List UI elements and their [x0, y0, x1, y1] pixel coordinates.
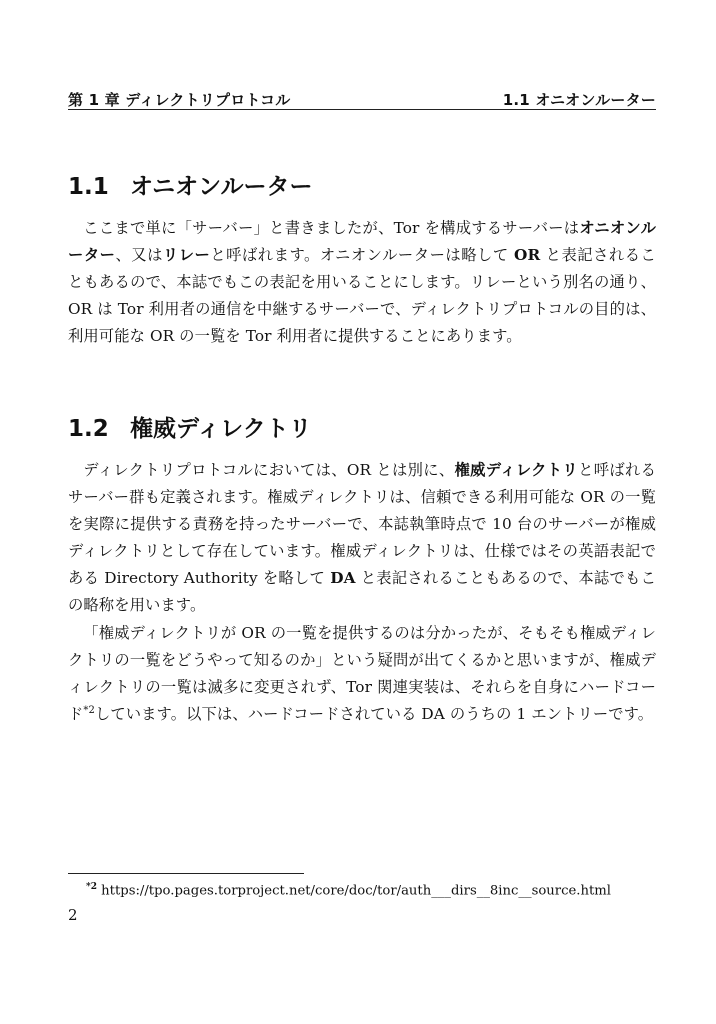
bold-term-onion-router: オニオンルーター — [68, 219, 656, 264]
footnote — [86, 878, 686, 900]
section-number: 1.1 — [68, 174, 109, 200]
page-number: 2 — [68, 906, 78, 924]
paragraph-directory-authority — [68, 457, 656, 619]
running-head-section: 1.1 オニオンルーター — [502, 91, 656, 109]
section-number: 1.2 — [68, 416, 109, 442]
paragraph-hardcoded-da — [68, 620, 656, 728]
header-rule — [68, 109, 656, 110]
section-heading-1-2 — [68, 414, 312, 444]
bold-term-da: DA — [330, 569, 356, 587]
text-run: しています。以下は、ハードコードされている DA のうちの 1 エントリーです。 — [94, 705, 654, 723]
section-title: オニオンルーター — [130, 174, 313, 200]
bold-term-or: OR — [514, 246, 541, 264]
footnote-mark: *2 — [86, 882, 97, 892]
footnote-url[interactable]: https://tpo.pages.torproject.net/core/doc/tor/auth___dirs__8inc__source.html — [101, 883, 611, 899]
text-run: と表記されることもあるので、本誌でもこの表記を用いることにします。リレーという別名の通り、OR は Tor 利用者の通信を中継するサーバーで、ディレクトリプロトコルの目的は、利用可能な OR の一覧を Tor 利用者に提供することにあります。 — [68, 246, 656, 345]
text-run: ここまで単に「サーバー」と書きましたが、Tor を構成するサーバーは — [83, 219, 580, 237]
footnote-reference[interactable]: *2 — [83, 704, 95, 716]
text-run: ディレクトリプロトコルにおいては、OR とは別に、 — [83, 461, 455, 479]
text-run: と呼ばれるサーバー群も定義されます。権威ディレクトリは、信頼できる利用可能な OR の一覧を実際に提供する責務を持ったサーバーで、本誌執筆時点で 10 台のサーバーが権威ディレクトリとして存在しています。権威ディレクトリは、仕様ではその英語表記である Directory Authority を略して — [68, 461, 656, 587]
text-run: 、又は — [115, 246, 163, 264]
running-head-chapter: 第 1 章 ディレクトリプロトコル — [68, 91, 291, 109]
text-run: 「権威ディレクトリが OR の一覧を提供するのは分かったが、そもそも権威ディレクトリの一覧をどうやって知るのか」という疑問が出てくるかと思いますが、権威ディレクトリの一覧は滅多に変更されず、Tor 関連実装は、それらを自身にハードコード — [68, 624, 656, 723]
section-heading-1-1 — [68, 172, 313, 202]
footnote-rule — [68, 873, 304, 874]
section-title: 権威ディレクトリ — [130, 416, 312, 442]
paragraph-onion-router — [68, 215, 656, 350]
text-run: と呼ばれます。オニオンルーターは略して — [210, 246, 515, 264]
running-head — [68, 86, 656, 110]
bold-term-directory-authority: 権威ディレクトリ — [454, 461, 579, 479]
text-run: と表記されることもあるので、本誌でもこの略称を用います。 — [68, 569, 656, 614]
bold-term-relay: リレー — [162, 246, 211, 264]
